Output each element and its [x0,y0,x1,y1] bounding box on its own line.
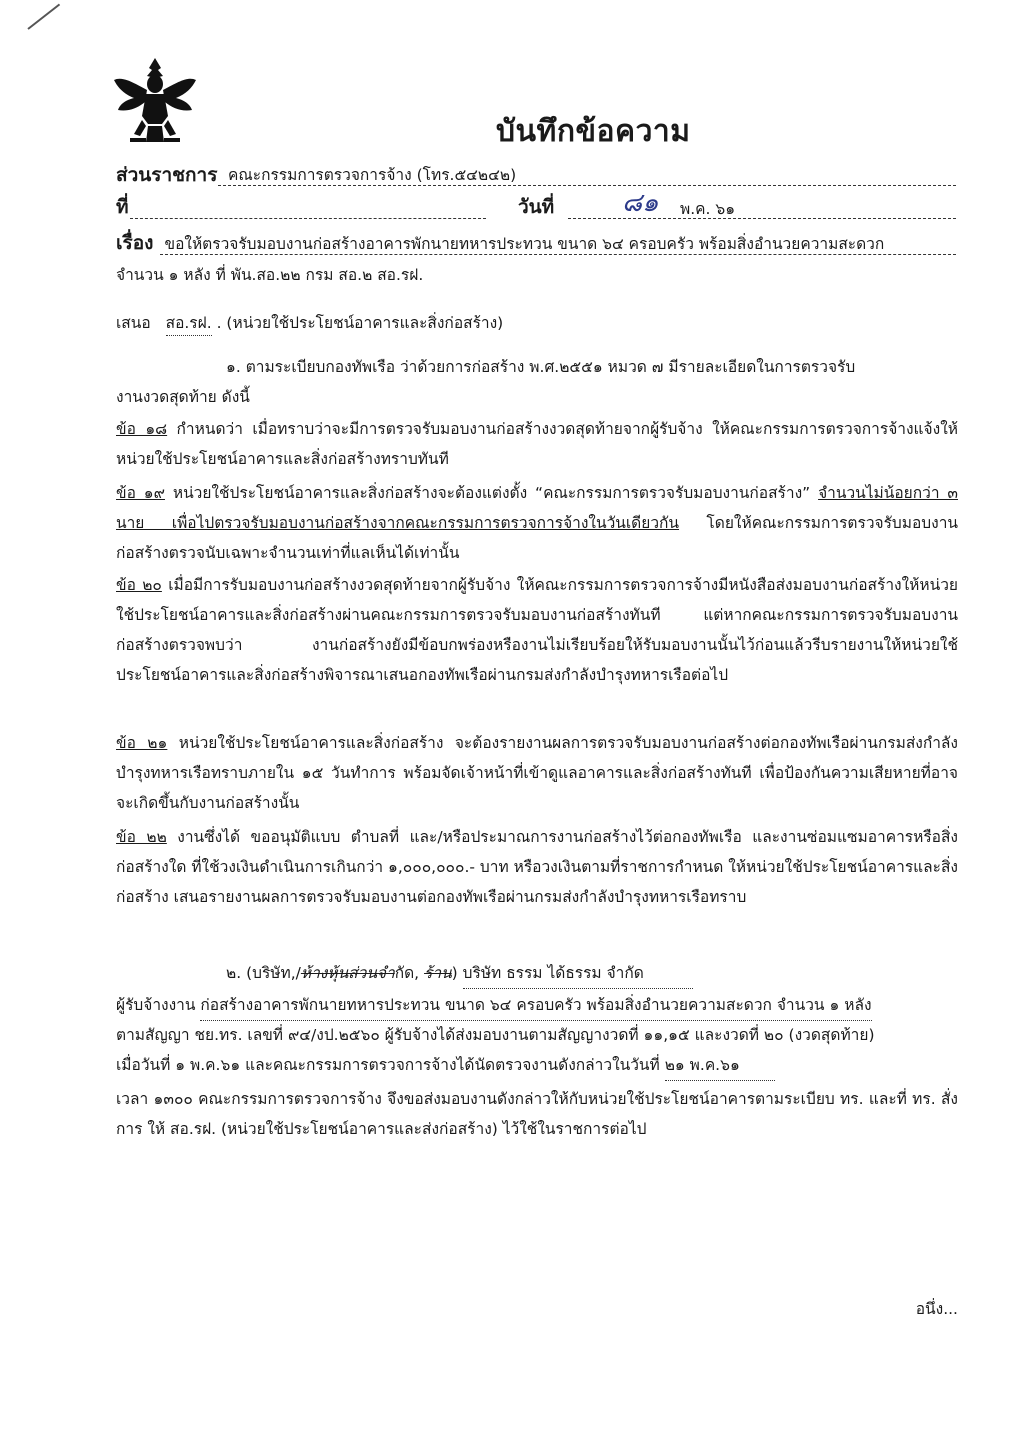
subject-line-2: จำนวน ๑ หลัง ที่ พัน.สอ.๒๒ กรม สอ.๒ สอ.รฝ. [116,266,424,284]
agency-underline [218,185,956,186]
contractor-work: ก่อสร้างอาคารพักนายทหารประทวน ขนาด ๖๔ ครอบครัว พร้อมสิ่งอำนวยความสะดวก จำนวน ๑ หลัง [200,990,871,1021]
section-1-intro-line-1: ๑. ตามระเบียบกองทัพเรือ ว่าด้วยการก่อสร้าง พ.ศ.๒๕๕๑ หมวด ๗ มีรายละเอียดในการตรวจรับ [226,358,856,376]
company-name: บริษัท ธรรม ได้ธรรม จำกัด [463,958,693,989]
clause-19-text-b: โดยให้คณะกรรมการตรวจรับมอบงานก่อสร้างตรวจนับเฉพาะจำนวนเท่าที่แลเห็นได้เท่านั้น [116,514,959,562]
date-value: พ.ค. ๖๑ [680,200,736,218]
section-1-intro [116,352,958,412]
clause-20-text: เมื่อมีการรับมอบงานก่อสร้างงวดสุดท้ายจากผู้รับจ้าง ให้คณะกรรมการตรวจการจ้างมีหนังสือส่งมอบงานก่อสร้างให้หน่วยใช้ประโยชน์อาคารและสิ่งก่อสร้างผ่านคณะกรรมการตรวจรับมอบงานก่อสร้างทันที แต่หากคณะกรรมการตรวจรับมอบงานก่อสร้างตรวจพบว่า งานก่อสร้างยังมีข้อบกพร่องหรืองานไม่เรียบร้อยให้รับมอบงานนั้นไว้ก่อนแล้วรีบรายงานให้หน่วยใช้ประโยชน์อาคารและสิ่งก่อสร้างพิจารณาเสนอกองทัพเรือผ่านกรมส่งกำลังบำรุงทหารเรือต่อไป [116,576,958,684]
section-2-mid: กัด, [394,964,425,982]
scan-mark [27,4,60,30]
delivery-text: เมื่อวันที่ ๑ พ.ค.๖๑ และคณะกรรมการตรวจการจ้างได้นัดตรวจงานดังกล่าวในวันที่ [116,1056,660,1074]
clause-22-text: งานซึ่งได้ ขออนุมัติแบบ ตำบลที่ และ/หรือประมาณการงานก่อสร้างไว้ต่อกองทัพเรือ และงานซ่อมแซมอาคารหรือสิ่งก่อสร้างใด ที่ใช้วงเงินดำเนินการเกินกว่า ๑,๐๐๐,๐๐๐.- บาท หรือวงเงินตามที่ราชการกำหนด ให้หน่วยใช้ประโยชน์อาคารและสิ่งก่อสร้าง เสนอรายงานผลการตรวจรับมอบงานต่อกองทัพเรือผ่านกรมส่งกำลังบำรุงทหารเรือทราบ [116,828,958,906]
contractor-line [116,990,958,1021]
clause-21-text: หน่วยใช้ประโยชน์อาคารและสิ่งก่อสร้าง จะต้องรายงานผลการตรวจรับมอบงานก่อสร้างต่อกองทัพเรือผ่านกรมส่งกำลังบำรุงทหารเรือทราบภายใน ๑๕ วันทำการ พร้อมจัดเจ้าหน้าที่เข้าดูแลอาคารและสิ่งก่อสร้างทันที เพื่อป้องกันความเสียหายที่อาจจะเกิดขึ้นกับงานก่อสร้างนั้น [116,734,958,812]
final-paragraph: เวลา ๑๓๐๐ คณะกรรมการตรวจการจ้าง จึงขอส่งมอบงานดังกล่าวให้กับหน่วยใช้ประโยชน์อาคารตามระเบียบ ทร. และที่ ทร. สั่งการ ให้ สอ.รฝ. (หน่วยใช้ประโยชน์อาคารและส่งก่อสร้าง) ไว้ใช้ในราชการต่อไป [116,1090,958,1138]
section-2-struck-text-2: ร้าน [424,964,452,982]
garuda-emblem-icon [112,54,198,146]
number-label: ที่ [116,196,129,218]
clause-18 [116,414,958,474]
subject-underline [160,254,956,255]
number-underline [130,218,486,219]
date-underline [568,218,956,219]
delivery-line [116,1050,958,1081]
clause-21-number: ข้อ ๒๑ [116,734,168,752]
section-1-intro-line-2: งานงวดสุดท้าย ดังนี้ [116,388,250,406]
subject-label: เรื่อง [116,232,154,254]
clause-20-number: ข้อ ๒๐ [116,576,162,594]
clause-20 [116,570,958,690]
to-row [116,310,956,336]
clause-18-text: กำหนดว่า เมื่อทราบว่าจะมีการตรวจรับมอบงานก่อสร้างงวดสุดท้ายจากผู้รับจ้าง ให้คณะกรรมการตรวจการจ้างแจ้งให้หน่วยใช้ประโยชน์อาคารและสิ่งก่อสร้างทราบทันที [116,420,958,468]
continued-marker: อนึ่ง... [915,1300,958,1318]
section-2-close: ) [451,964,458,982]
contractor-label: ผู้รับจ้างงาน [116,996,196,1014]
agency-value: คณะกรรมการตรวจการจ้าง (โทร.๕๔๒๔๒) [228,166,517,184]
clause-19-number: ข้อ ๑๙ [116,484,165,502]
clause-18-number: ข้อ ๑๘ [116,420,168,438]
section-2-prefix: ๒. (บริษัท,/ [226,964,301,982]
clause-19-text-a: หน่วยใช้ประโยชน์อาคารและสิ่งก่อสร้างจะต้องแต่งตั้ง “คณะกรรมการตรวจรับมอบงานก่อสร้าง” [164,484,819,502]
agency-label: ส่วนราชการ [116,164,218,186]
subject-line-1: ขอให้ตรวจรับมอบงานก่อสร้างอาคารพักนายทหารประทวน ขนาด ๖๔ ครอบครัว พร้อมสิ่งอำนวยความสะดวก [164,235,885,253]
section-2-struck-text: ห้างหุ้นส่วนจำ [300,964,395,982]
section-2-company-line [116,958,958,989]
clause-22 [116,822,958,912]
date-label: วันที่ [518,196,555,218]
contract-line: ตามสัญญา ชย.ทร. เลขที่ ๙๔/งป.๒๕๖๐ ผู้รับจ้างได้ส่งมอบงานตามสัญญางวดที่ ๑๑,๑๕ และงวดที่ ๒๐ (งวดสุดท้าย) [116,1026,875,1044]
clause-19-underlined: จำนวนไม่น้อยกว่า ๓ นาย เพื่อไปตรวจรับมอบงานก่อสร้างจากคณะกรรมการตรวจการจ้างในวันเดียวกัน [116,484,959,532]
clause-21 [116,728,958,818]
memo-title: บันทึกข้อความ [496,114,691,149]
inspection-date: ๒๑ พ.ค.๖๑ [665,1050,775,1081]
clause-19 [116,478,958,568]
date-handwritten: ๘๑ [622,188,659,218]
to-value: สอ.รฝ. [166,310,212,336]
to-note: . (หน่วยใช้ประโยชน์อาคารและสิ่งก่อสร้าง) [216,314,504,332]
clause-22-number: ข้อ ๒๒ [116,828,167,846]
to-label: เสนอ [116,314,151,332]
